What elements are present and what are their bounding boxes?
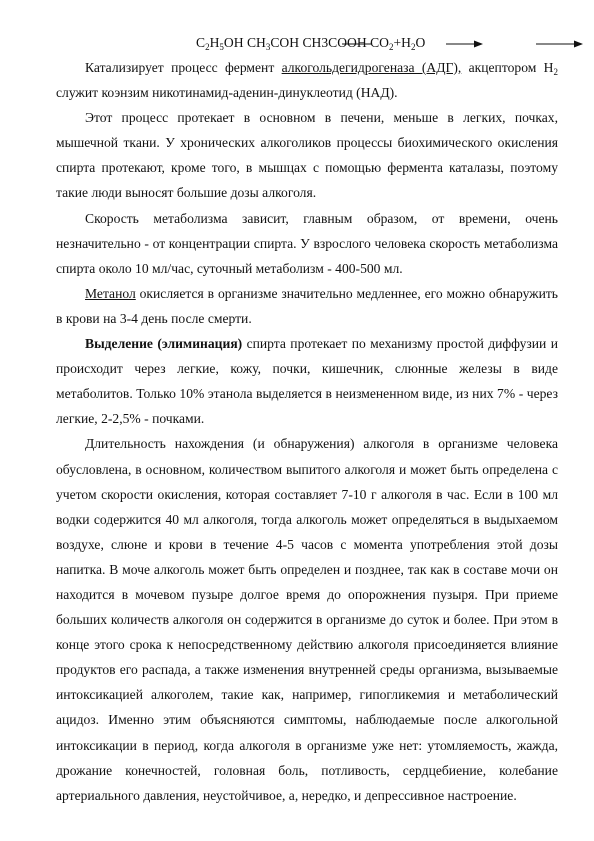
arrow-icon [446, 41, 483, 48]
formula-text: $C_2H_5OH$ $CH_3COH$ CH3COOH $CO_2+H_2O$ [196, 35, 426, 52]
paragraph-methanol: Метанол окисляется в организме значительно медленнее, его можно обнаружить в крови на 3-4 день после смерти. [56, 285, 558, 326]
paragraph-enzyme: Катализирует процесс фермент алкогольдегидрогеназа (АДГ), акцептором $Н_2$ служит коэнзим никотинамид-аденин-динуклеотид (НАД). [56, 60, 558, 101]
body-text [56, 55, 558, 808]
reaction-formula [0, 33, 594, 55]
enzyme-link-text: алкогольдегидрогеназа (АДГ), [281, 60, 462, 75]
elimination-term: Выделение (элиминация) [85, 336, 243, 352]
reaction-arrows [0, 33, 594, 55]
paragraph-rate: Скорость метаболизма зависит, главным образом, от времени, очень незначительно - от концентрации спирта. У взрослого человека скорость метаболизма спирта около 10 мл/час, суточный метаболизм - 400-500 мл. [56, 210, 558, 276]
methanol-term: Метанол [85, 285, 136, 301]
paragraph-elimination: Выделение (элиминация) спирта протекает по механизму простой диффузии и происходит через легкие, кожу, почки, кишечник, слюнные железы в виде метаболитов. Только 10% этанола выделяется в неизмененном виде, из них 7% - через легкие, 2-2,5% - почками. [56, 336, 558, 427]
paragraph-location: Этот процесс протекает в основном в печени, меньше в легких, почках, мышечной ткани. У хронических алкоголиков процессы биохимического окисления спирта протекают, кроме того, в мышцах с помощью фермента каталазы, поэтому такие люди выносят большие дозы алкоголя. [56, 110, 558, 201]
paragraph-duration: Длительность нахождения (и обнаружения) алкоголя в организме человека обусловлена, в основном, количеством выпитого алкоголя и может быть определена с учетом скорости окисления, которая составляет 7-10 г алкоголя в час. Если в 100 мл водки содержится 40 мл алкоголя, тогда алкоголь может определяться в выдыхаемом воздухе, слюне и крови в течение 4-5 часов с момента употребления этой дозы напитка. В моче алкоголь может быть определен и позднее, так как в составе мочи он находится в мочевом пузыре долгое время до опорожнения пузыря. При приеме больших количеств алкоголя он содержится в организме до суток и более. При этом в конце этого срока к непосредственному действию алкоголя присоединяется влияние продуктов его распада, а также изменения внутренней среды организма, вызываемые интоксикацией алкоголем, такие как, например, гипогликемия и метаболический ацидоз. Именно этим объясняются симптомы, наблюдаемые после алкогольной интоксикации в период, когда алкоголя в организме уже нет: утомляемость, жажда, дрожание конечностей, головная боль, потливость, сердцебиение, колебание артериального давления, неустойчивое, а, нередко, и депрессивное настроение. [56, 436, 558, 803]
arrow-icon [536, 41, 583, 48]
